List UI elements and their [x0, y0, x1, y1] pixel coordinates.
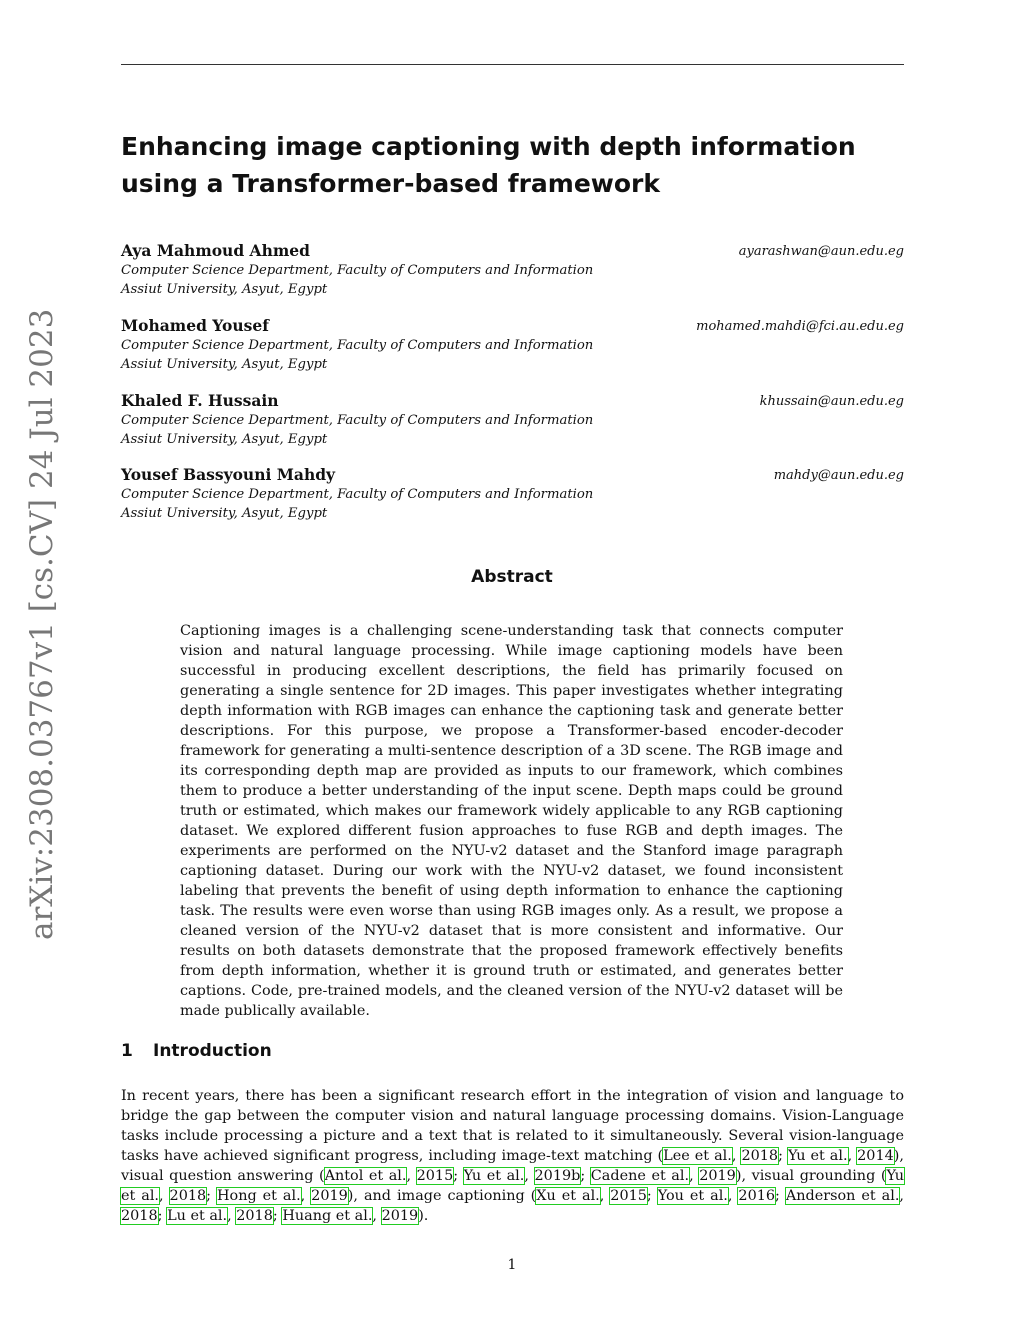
section-number: 1: [121, 1041, 133, 1061]
citation-separator: ,: [227, 1208, 237, 1224]
citation-link[interactable]: 2019: [699, 1168, 736, 1184]
citation-link[interactable]: Lee et al.: [663, 1148, 732, 1164]
author-email[interactable]: mahdy@aun.edu.eg: [773, 468, 904, 483]
citation-separator: ,: [899, 1188, 904, 1204]
author-affiliation: Computer Science Department, Faculty of Computers and Information: [121, 263, 594, 278]
citation-link[interactable]: Huang et al.: [282, 1208, 373, 1224]
author-block: [121, 465, 904, 523]
citation-link[interactable]: Antol et al.: [324, 1168, 407, 1184]
intro-text: ), and image captioning (: [347, 1188, 537, 1204]
author-university: Assiut University, Asyut, Egypt: [121, 506, 328, 521]
citation-separator: ;: [646, 1188, 658, 1204]
citation-separator: ,: [599, 1188, 611, 1204]
intro-text: In recent years, there has been a significant research effort in the integration of vision and language to bridge the gap between the computer vision and natural language processing domains. Vision-Language tasks include processing a picture and a text that is related to it simultaneously. Several vision-language tasks have achieved significant progress, including image-text matching (: [121, 1088, 904, 1164]
citation-link[interactable]: 2019: [311, 1188, 348, 1204]
citation-separator: ,: [524, 1168, 535, 1184]
author-name: Yousef Bassyouni Mahdy: [121, 465, 336, 484]
citation-link[interactable]: Yu et al.: [787, 1148, 848, 1164]
citation-link[interactable]: 2015: [416, 1168, 454, 1184]
citation-link[interactable]: 2016: [738, 1188, 776, 1204]
intro-paragraph: [121, 1086, 904, 1226]
citation-link[interactable]: Anderson et al.: [785, 1188, 900, 1204]
author-block: [121, 391, 904, 449]
citation-link[interactable]: 2018: [741, 1148, 779, 1164]
citation-link[interactable]: 2019: [381, 1208, 419, 1224]
citation-link[interactable]: Yu et al.: [121, 1168, 904, 1204]
author-name: Khaled F. Hussain: [121, 391, 279, 410]
citation-separator: ;: [272, 1208, 283, 1224]
author-email[interactable]: mohamed.mahdi@fci.au.edu.eg: [696, 319, 904, 334]
citation-link[interactable]: Xu et al.: [536, 1188, 600, 1204]
citation-separator: ;: [453, 1168, 464, 1184]
citation-link[interactable]: 2018: [169, 1188, 207, 1204]
author-university: Assiut University, Asyut, Egypt: [121, 282, 328, 297]
intro-text: ), visual question answering (: [121, 1148, 904, 1184]
citation-separator: ;: [157, 1208, 168, 1224]
abstract-heading: Abstract: [471, 567, 553, 587]
citation-link[interactable]: Hong et al.: [216, 1188, 301, 1204]
citation-link[interactable]: 2018: [121, 1208, 158, 1224]
citation-separator: ;: [775, 1188, 786, 1204]
citation-link[interactable]: Lu et al.: [167, 1208, 228, 1224]
abstract-text: Captioning images is a challenging scene-understanding task that connects computer vision and natural language processing. While image captioning models have been successful in producing excellent descriptions, the field has primarily focused on generating a single sentence for 2D images. This paper investigates whether integrating depth information with RGB images can enhance the captioning task and generate better descriptions. For this purpose, we propose a Transformer-based encoder-decoder framework for generating a multi-sentence description of a 3D scene. The RGB image and its corresponding depth map are provided as inputs to our framework, which combines them to produce a better understanding of the input scene. Depth maps could be ground truth or estimated, which makes our framework widely applicable to any RGB captioning dataset. We explored different fusion approaches to fuse RGB and depth images. The experiments are performed on the NYU-v2 dataset and the Stanford image paragraph captioning dataset. During our work with the NYU-v2 dataset, we found inconsistent labeling that prevents the benefit of using depth information to enhance the captioning task. The results were even worse than using RGB images only. As a result, we propose a cleaned version of the NYU-v2 dataset that is more consistent and informative. Our results on both datasets demonstrate that the proposed framework effectively benefits from depth information, whether it is ground truth or estimated, and generates better captions. Code, pre-trained models, and the cleaned version of the NYU-v2 dataset will be made publically available.: [180, 623, 843, 1019]
intro-text: ), visual grounding (: [735, 1168, 887, 1184]
author-name: Mohamed Yousef: [121, 316, 269, 335]
top-rule: [121, 64, 904, 65]
citation-link[interactable]: 2015: [610, 1188, 647, 1204]
arxiv-identifier[interactable]: arXiv:2308.03767v1 [cs.CV] 24 Jul 2023: [24, 308, 60, 940]
citation-separator: ,: [689, 1168, 700, 1184]
author-university: Assiut University, Asyut, Egypt: [121, 432, 328, 447]
citation-link[interactable]: Cadene et al.: [590, 1168, 690, 1184]
author-name: Aya Mahmoud Ahmed: [121, 241, 310, 260]
citation-separator: ,: [300, 1188, 312, 1204]
section-heading: [121, 1041, 272, 1061]
author-affiliation: Computer Science Department, Faculty of Computers and Information: [121, 338, 594, 353]
citation-separator: ,: [731, 1148, 742, 1164]
citation-link[interactable]: 2014: [857, 1148, 894, 1164]
citation-link[interactable]: Yu et al.: [463, 1168, 525, 1184]
author-email[interactable]: ayarashwan@aun.edu.eg: [738, 244, 904, 259]
page-number: 1: [507, 1257, 517, 1273]
citation-link[interactable]: 2018: [236, 1208, 273, 1224]
author-affiliation: Computer Science Department, Faculty of Computers and Information: [121, 413, 594, 428]
paper-title: Enhancing image captioning with depth information using a Transformer-based framework: [121, 132, 856, 198]
section-title: Introduction: [153, 1041, 272, 1061]
citation-separator: ;: [206, 1188, 217, 1204]
citation-link[interactable]: 2019b: [534, 1168, 581, 1184]
intro-text: ).: [418, 1208, 429, 1224]
author-email[interactable]: khussain@aun.edu.eg: [759, 394, 904, 409]
author-affiliation: Computer Science Department, Faculty of Computers and Information: [121, 487, 594, 502]
citation-separator: ,: [372, 1208, 382, 1224]
citation-separator: ;: [580, 1168, 591, 1184]
citation-separator: ,: [159, 1188, 170, 1204]
citation-link[interactable]: You et al.: [657, 1188, 728, 1204]
author-university: Assiut University, Asyut, Egypt: [121, 357, 328, 372]
author-block: [121, 316, 904, 374]
citation-separator: ;: [778, 1148, 788, 1164]
citation-separator: ,: [406, 1168, 417, 1184]
author-block: [121, 241, 904, 299]
citation-separator: ,: [847, 1148, 858, 1164]
citation-separator: ,: [727, 1188, 739, 1204]
